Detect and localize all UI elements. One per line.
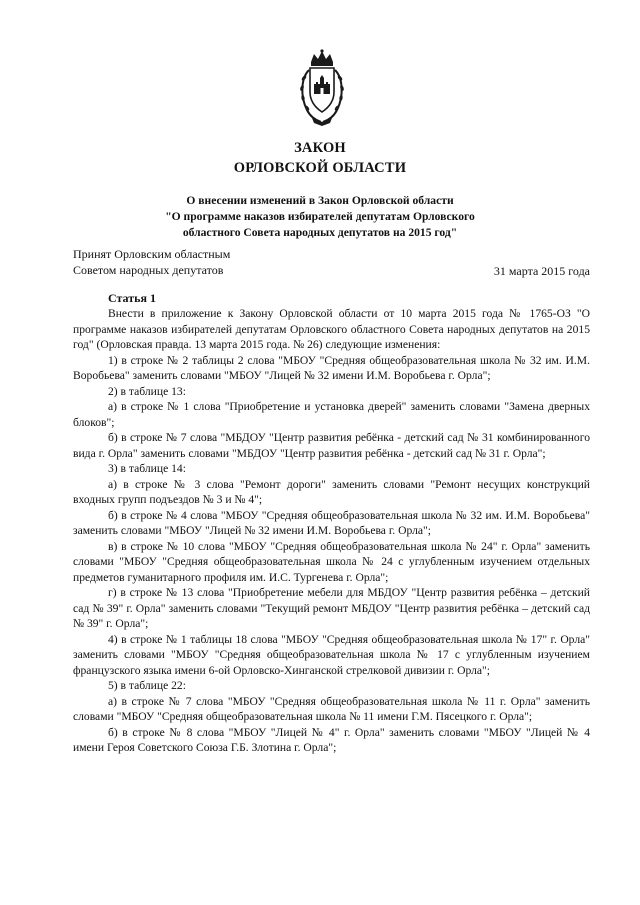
body-paragraph: г) в строке № 13 слова "Приобретение мебели для МБДОУ "Центр развития ребёнка – детский сад № 39" г. Орла" заменить словами "Текущий ремонт МБДОУ "Центр развития ребёнка – детский сад № 39" г. Орла"; (73, 586, 590, 630)
subtitle-line: областного Совета народных депутатов на 2015 год" (182, 226, 458, 239)
region-title: ОРЛОВСКОЙ ОБЛАСТИ (233, 160, 407, 176)
body-paragraph: 4) в строке № 1 таблицы 18 слова "МБОУ "Средняя общеобразовательная школа № 17" г. Орла" заменить словами "МБОУ "Средняя общеобразовательная школа № 17 с углубленным изучением французского языка имени 6-ой Орловско-Хинганской стрелковой дивизии г. Орла"; (73, 632, 590, 677)
law-subtitle (0, 193, 640, 241)
adopted-by-line: Принят Орловским областным (73, 247, 231, 261)
adoption-date: 31 марта 2015 года (493, 264, 590, 278)
body-paragraph: б) в строке № 7 слова "МБДОУ "Центр развития ребёнка - детский сад № 31 комбинированного вида г. Орла" заменить словами "МБДОУ "Центр развития ребёнка - детский сад № 31 г. Орла"; (73, 431, 590, 460)
body-paragraph: 5) в таблице 22: (108, 679, 186, 692)
body-paragraph: 2) в таблице 13: (108, 384, 186, 398)
subtitle-line: О внесении изменений в Закон Орловской области (186, 194, 454, 207)
article-heading: Статья 1 (108, 291, 156, 305)
body-paragraph: а) в строке № 3 слова "Ремонт дороги" заменить словами "Ремонт несущих конструкций входных групп подъездов № 3 и № 4"; (73, 477, 590, 506)
article-body (73, 306, 590, 756)
body-paragraph: Внести в приложение к Закону Орловской области от 10 марта 2015 года № 1765-ОЗ "О программе наказов избирателей депутатам Орловского областного Совета народных депутатов на 2015 год" (Орловская правда. 13 марта 2015 года. № 26) следующие изменения: (73, 307, 590, 351)
body-paragraph: б) в строке № 8 слова "МБОУ "Лицей № 4" г. Орла" заменить словами "МБОУ "Лицей № 4 имени Героя Советского Союза Г.Б. Злотина г. Орла"; (73, 725, 590, 754)
body-paragraph: а) в строке № 1 слова "Приобретение и установка дверей" заменить словами "Замена дверных блоков"; (73, 400, 590, 429)
adopted-by-line: Советом народных депутатов (73, 263, 224, 277)
coat-of-arms-emblem (297, 48, 347, 126)
law-title: ЗАКОН (294, 140, 346, 156)
body-paragraph: в) в строке № 10 слова "МБОУ "Средняя общеобразовательная школа № 24" г. Орла" заменить словами "МБОУ "Средняя общеобразовательная школа № 24 с углубленным изучением отдельных предметов гуманитарного профиля им. И.С. Тургенева г. Орла"; (73, 539, 590, 584)
body-paragraph: 3) в таблице 14: (108, 462, 186, 475)
body-paragraph: а) в строке № 7 слова "МБОУ "Средняя общеобразовательная школа № 11 г. Орла" заменить словами "МБОУ "Средняя общеобразовательная школа № 11 имени Г.М. Пясецкого г. Орла"; (73, 694, 590, 723)
adopted-by-block (73, 246, 230, 278)
body-paragraph: 1) в строке № 2 таблицы 2 слова "МБОУ "Средняя общеобразовательная школа № 32 им. И.М. Воробьева" заменить словами "МБОУ "Лицей № 32 имени И.М. Воробьева г. Орла"; (73, 353, 590, 382)
subtitle-line: "О программе наказов избирателей депутатам Орловского (165, 210, 475, 223)
body-paragraph: б) в строке № 4 слова "МБОУ "Средняя общеобразовательная школа № 32 им. И.М. Воробьева" заменить словами "МБОУ "Лицей № 32 имени И.М. Воробьева г. Орла"; (73, 508, 590, 537)
